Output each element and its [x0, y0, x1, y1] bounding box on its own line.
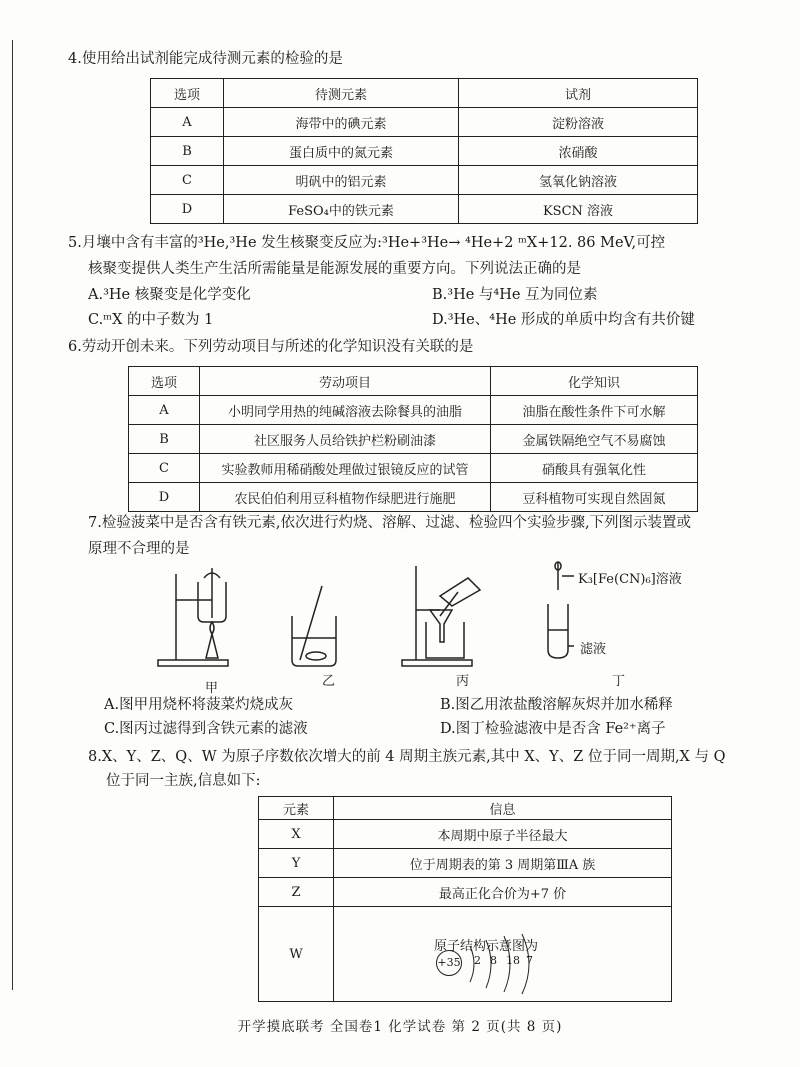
table-row	[129, 483, 698, 512]
table-header: 元素	[259, 797, 334, 820]
table-cell: D	[129, 483, 200, 512]
apparatus-bing	[402, 566, 480, 666]
atom-structure-diagram	[434, 954, 574, 974]
table-cell: 硝酸具有强氧化性	[491, 454, 698, 483]
table-cell: 位于周期表的第 3 周期第ⅢA 族	[334, 849, 672, 878]
table-cell: 本周期中原子半径最大	[334, 820, 672, 849]
table-row	[129, 454, 698, 483]
table-row	[259, 849, 672, 878]
q8-table	[258, 796, 672, 1002]
table-row	[151, 195, 698, 224]
w-info-text: 原子结构示意图为	[434, 938, 539, 954]
table-row	[129, 367, 698, 396]
shell-electrons: 7	[526, 953, 533, 967]
filtrate-label: 滤液	[580, 642, 607, 657]
q5-option-c: C.ᵐX 的中子数为 1	[88, 312, 214, 328]
q5-line1: 5.月壤中含有丰富的³He,³He 发生核聚变反应为:³He+³He→ ⁴He+2 ᵐX+12. 86 MeV,可控	[68, 235, 666, 251]
reagent-label: K₃[Fe(CN)₆]溶液	[578, 572, 682, 587]
page-footer: 开学摸底联考 全国卷1 化学试卷 第 2 页(共 8 页)	[237, 1019, 563, 1035]
nucleus-circle: +35	[436, 950, 462, 976]
table-cell: 实验教师用稀硝酸处理做过银镜反应的试管	[200, 454, 491, 483]
q7-line1: 7.检验菠菜中是否含有铁元素,依次进行灼烧、溶解、过滤、检验四个实验步骤,下列图示装置或	[88, 515, 692, 531]
table-header: 选项	[151, 79, 224, 108]
table-header: 化学知识	[491, 367, 698, 396]
table-cell: Z	[259, 878, 334, 907]
table-cell: 农民伯伯利用豆科植物作绿肥进行施肥	[200, 483, 491, 512]
table-cell: 海带中的碘元素	[224, 108, 459, 137]
table-cell: 豆科植物可实现自然固氮	[491, 483, 698, 512]
shell-electrons: 8	[490, 953, 497, 967]
table-cell: 淀粉溶液	[459, 108, 698, 137]
q7-line2: 原理不合理的是	[88, 541, 190, 557]
q5-option-d: D.³He、⁴He 形成的单质中均含有共价键	[432, 312, 695, 328]
table-header: 待测元素	[224, 79, 459, 108]
table-row	[259, 878, 672, 907]
q8-line1: 8.X、Y、Z、Q、W 为原子序数依次增大的前 4 周期主族元素,其中 X、Y、Z 位于同一周期,X 与 Q	[88, 749, 726, 765]
table-cell: 浓硝酸	[459, 137, 698, 166]
figure-label-jia: 甲	[205, 681, 219, 696]
q6-stem: 6.劳动开创未来。下列劳动项目与所述的化学知识没有关联的是	[68, 339, 474, 355]
table-header: 信息	[334, 797, 672, 820]
shell-electrons: 18	[506, 953, 520, 967]
q7-option-c: C.图丙过滤得到含铁元素的滤液	[104, 721, 308, 737]
table-cell: 明矾中的铝元素	[224, 166, 459, 195]
apparatus-yi	[292, 586, 336, 666]
table-cell: 社区服务人员给铁护栏粉刷油漆	[200, 425, 491, 454]
q5-option-b: B.³He 与⁴He 互为同位素	[432, 287, 598, 303]
table-cell: A	[151, 108, 224, 137]
q5-option-a: A.³He 核聚变是化学变化	[88, 287, 251, 303]
table-cell: 小明同学用热的纯碱溶液去除餐具的油脂	[200, 396, 491, 425]
binding-margin-line	[12, 40, 13, 990]
shell-electrons: 2	[474, 953, 481, 967]
table-header: 选项	[129, 367, 200, 396]
table-cell: 氢氧化钠溶液	[459, 166, 698, 195]
figure-label-ding: 丁	[612, 674, 626, 689]
q5-line2: 核聚变提供人类生产生活所需能量是能源发展的重要方向。下列说法正确的是	[88, 261, 581, 277]
table-cell: W	[259, 907, 334, 1002]
table-row	[259, 907, 672, 1002]
table-row	[151, 166, 698, 195]
table-cell: KSCN 溶液	[459, 195, 698, 224]
q7-option-b: B.图乙用浓盐酸溶解灰烬并加水稀释	[440, 697, 673, 713]
table-row	[151, 137, 698, 166]
table-cell: 油脂在酸性条件下可水解	[491, 396, 698, 425]
q6-table	[128, 366, 698, 512]
table-row	[151, 108, 698, 137]
table-cell: 蛋白质中的氮元素	[224, 137, 459, 166]
q8-line2: 位于同一主族,信息如下:	[106, 773, 261, 789]
table-row	[129, 425, 698, 454]
table-cell: 最高正化合价为+7 价	[334, 878, 672, 907]
table-cell: C	[129, 454, 200, 483]
table-header: 劳动项目	[200, 367, 491, 396]
table-cell: 金属铁隔绝空气不易腐蚀	[491, 425, 698, 454]
table-row	[151, 79, 698, 108]
q7-option-a: A.图甲用烧杯将菠菜灼烧成灰	[104, 697, 294, 713]
table-row	[259, 820, 672, 849]
q4-table	[150, 78, 698, 224]
apparatus-ding	[548, 562, 574, 658]
table-cell-w-info	[334, 907, 672, 1002]
table-cell: FeSO₄中的铁元素	[224, 195, 459, 224]
table-cell: C	[151, 166, 224, 195]
q7-option-d: D.图丁检验滤液中是否含 Fe²⁺离子	[440, 721, 666, 737]
figure-label-bing: 丙	[456, 674, 470, 689]
table-row	[259, 797, 672, 820]
figure-label-yi: 乙	[322, 674, 336, 689]
table-row	[129, 396, 698, 425]
table-cell: A	[129, 396, 200, 425]
table-cell: Y	[259, 849, 334, 878]
table-cell: B	[151, 137, 224, 166]
table-cell: X	[259, 820, 334, 849]
table-cell: B	[129, 425, 200, 454]
apparatus-jia	[158, 568, 228, 666]
table-header: 试剂	[459, 79, 698, 108]
table-cell: D	[151, 195, 224, 224]
q4-stem: 4.使用给出试剂能完成待测元素的检验的是	[68, 51, 343, 67]
